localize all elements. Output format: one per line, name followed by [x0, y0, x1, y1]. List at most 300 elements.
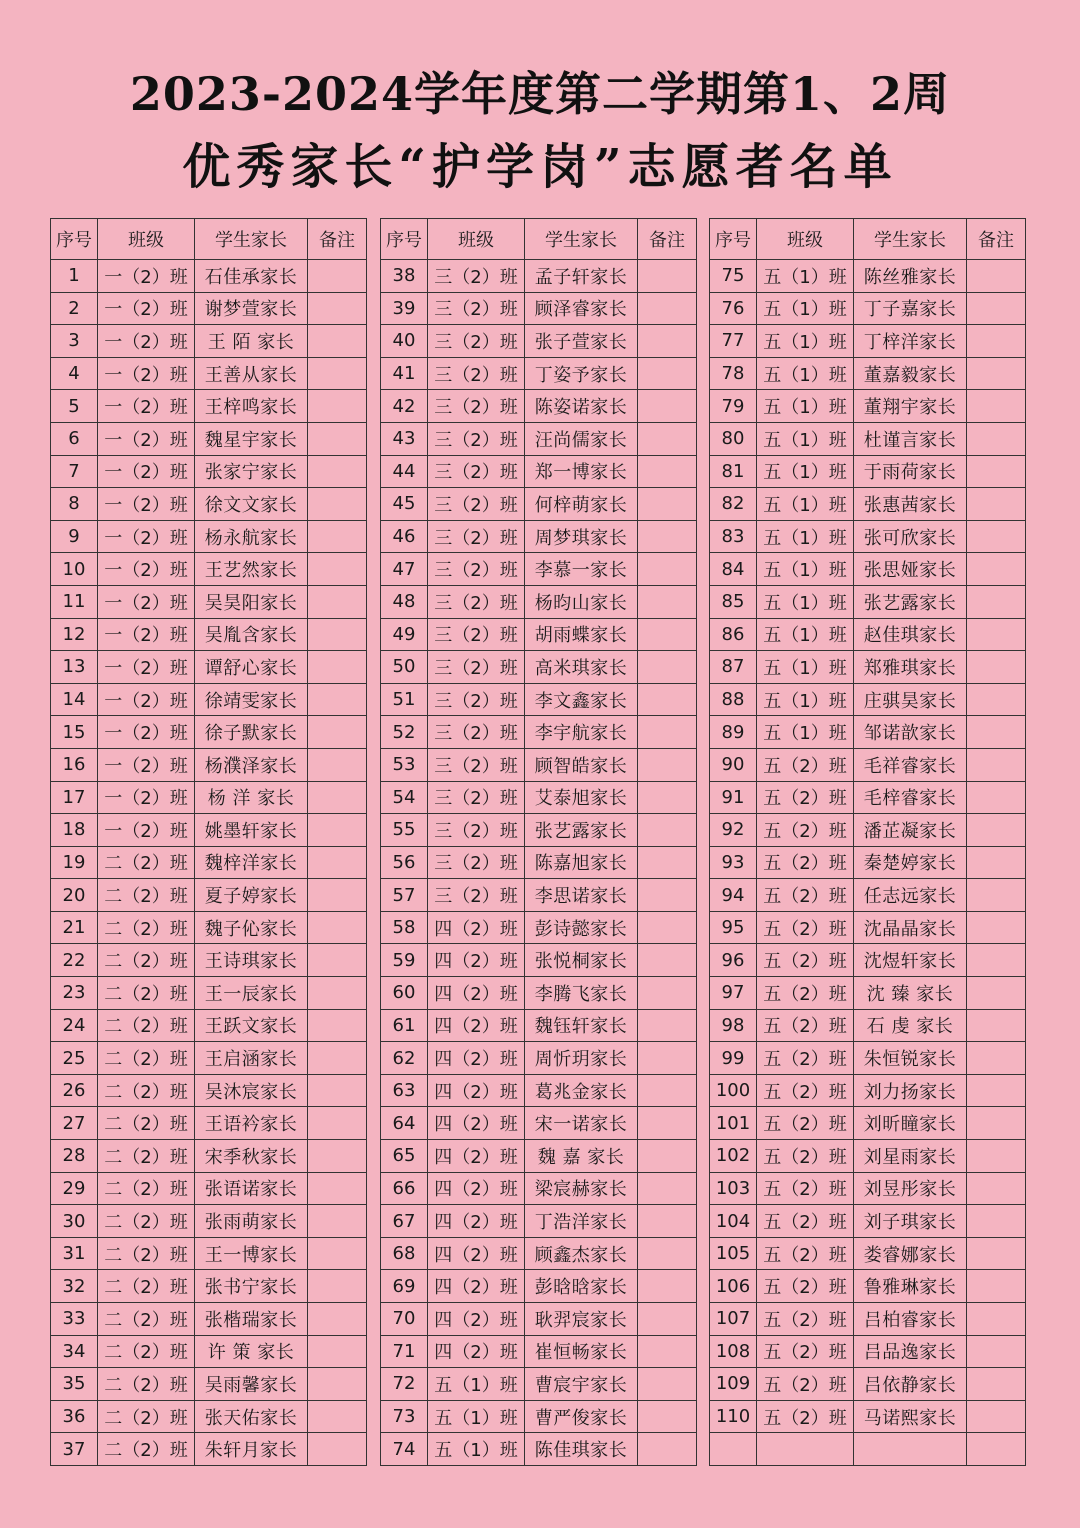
parent-name: 王一博家长: [195, 1237, 308, 1270]
class-name: 一（2）班: [98, 781, 195, 814]
parent-name: 石佳承家长: [195, 260, 308, 293]
header-parent: 学生家长: [195, 219, 308, 260]
table-row: [710, 716, 1026, 749]
parent-name: 魏梓洋家长: [195, 846, 308, 879]
note-cell: [638, 748, 697, 781]
parent-name: 王语衿家长: [195, 1107, 308, 1140]
table-row: [51, 748, 367, 781]
note-cell: [308, 977, 367, 1010]
table-row: [381, 292, 697, 325]
parent-name: 毛梓睿家长: [854, 781, 967, 814]
row-number: 9: [51, 520, 98, 553]
header-note: 备注: [638, 219, 697, 260]
class-name: 二（2）班: [98, 1172, 195, 1205]
table-row: [710, 1107, 1026, 1140]
parent-name: 陈姿诺家长: [525, 390, 638, 423]
note-cell: [967, 846, 1026, 879]
parent-name: 何梓萌家长: [525, 488, 638, 521]
class-name: 二（2）班: [98, 944, 195, 977]
note-cell: [308, 1107, 367, 1140]
row-number: 82: [710, 488, 757, 521]
note-cell: [638, 390, 697, 423]
note-cell: [308, 1042, 367, 1075]
class-name: 五（2）班: [757, 1172, 854, 1205]
note-cell: [308, 520, 367, 553]
row-number: 57: [381, 879, 428, 912]
note-cell: [967, 422, 1026, 455]
row-number: 87: [710, 651, 757, 684]
row-number: 7: [51, 455, 98, 488]
class-name: 一（2）班: [98, 683, 195, 716]
table-row: [51, 683, 367, 716]
table-row: [51, 1205, 367, 1238]
row-number: 13: [51, 651, 98, 684]
row-number: 69: [381, 1270, 428, 1303]
note-cell: [308, 618, 367, 651]
parent-name: 胡雨蝶家长: [525, 618, 638, 651]
note-cell: [638, 1042, 697, 1075]
parent-name: 姚墨轩家长: [195, 814, 308, 847]
roster-table-1: [50, 218, 367, 1466]
row-number: 62: [381, 1042, 428, 1075]
header-note: 备注: [308, 219, 367, 260]
parent-name: 陈嘉旭家长: [525, 846, 638, 879]
class-name: 五（2）班: [757, 944, 854, 977]
row-number: 66: [381, 1172, 428, 1205]
note-cell: [967, 814, 1026, 847]
parent-name: 崔恒畅家长: [525, 1335, 638, 1368]
row-number: 71: [381, 1335, 428, 1368]
parent-name: 刘昱彤家长: [854, 1172, 967, 1205]
class-name: 四（2）班: [428, 911, 525, 944]
class-name: 四（2）班: [428, 944, 525, 977]
parent-name: 王 陌 家长: [195, 325, 308, 358]
class-name: 三（2）班: [428, 683, 525, 716]
note-cell: [308, 1400, 367, 1433]
table-row: [51, 325, 367, 358]
table-row: [710, 1400, 1026, 1433]
header-no: 序号: [710, 219, 757, 260]
table-row: [51, 422, 367, 455]
note-cell: [308, 1074, 367, 1107]
row-number: 14: [51, 683, 98, 716]
class-name: 五（1）班: [757, 716, 854, 749]
note-cell: [967, 977, 1026, 1010]
table-header-row: [51, 219, 367, 260]
row-number: 101: [710, 1107, 757, 1140]
class-name: 二（2）班: [98, 879, 195, 912]
class-name: 四（2）班: [428, 1107, 525, 1140]
table-row: [381, 1140, 697, 1173]
parent-name: 庄骐昊家长: [854, 683, 967, 716]
row-number: 17: [51, 781, 98, 814]
table-row: [710, 651, 1026, 684]
class-name: 二（2）班: [98, 1140, 195, 1173]
parent-name: 顾智皓家长: [525, 748, 638, 781]
table-row: [51, 553, 367, 586]
class-name: 五（2）班: [757, 911, 854, 944]
note-cell: [308, 553, 367, 586]
class-name: 五（2）班: [757, 1009, 854, 1042]
note-cell: [967, 1140, 1026, 1173]
note-cell: [638, 814, 697, 847]
note-cell: [638, 357, 697, 390]
table-row: [381, 977, 697, 1010]
note-cell: [638, 455, 697, 488]
note-cell: [308, 879, 367, 912]
row-number: 61: [381, 1009, 428, 1042]
class-name: 五（1）班: [428, 1400, 525, 1433]
table-row: [381, 1205, 697, 1238]
note-cell: [967, 553, 1026, 586]
row-number: 68: [381, 1237, 428, 1270]
class-name: 一（2）班: [98, 390, 195, 423]
note-cell: [638, 1074, 697, 1107]
parent-name: 周忻玥家长: [525, 1042, 638, 1075]
table-row: [381, 1303, 697, 1336]
parent-name: 顾鑫杰家长: [525, 1237, 638, 1270]
note-cell: [638, 618, 697, 651]
note-cell: [308, 1205, 367, 1238]
class-name: 五（2）班: [757, 1237, 854, 1270]
class-name: 五（1）班: [757, 553, 854, 586]
row-number: 47: [381, 553, 428, 586]
class-name: [757, 1433, 854, 1466]
parent-name: 魏子伈家长: [195, 911, 308, 944]
row-number: 8: [51, 488, 98, 521]
parent-name: 陈佳琪家长: [525, 1433, 638, 1466]
table-row: [51, 390, 367, 423]
class-name: 三（2）班: [428, 618, 525, 651]
class-name: 一（2）班: [98, 260, 195, 293]
table-row: [51, 1303, 367, 1336]
table-row: [51, 977, 367, 1010]
row-number: 81: [710, 455, 757, 488]
row-number: 42: [381, 390, 428, 423]
row-number: 40: [381, 325, 428, 358]
row-number: 38: [381, 260, 428, 293]
row-number: 35: [51, 1368, 98, 1401]
row-number: 65: [381, 1140, 428, 1173]
table-row: [51, 1368, 367, 1401]
note-cell: [967, 585, 1026, 618]
class-name: 三（2）班: [428, 585, 525, 618]
note-cell: [638, 651, 697, 684]
note-cell: [308, 944, 367, 977]
row-number: 76: [710, 292, 757, 325]
class-name: 五（1）班: [428, 1433, 525, 1466]
table-row: [710, 781, 1026, 814]
class-name: 五（2）班: [757, 1140, 854, 1173]
class-name: 三（2）班: [428, 748, 525, 781]
parent-name: 曹严俊家长: [525, 1400, 638, 1433]
row-number: 28: [51, 1140, 98, 1173]
table-row: [51, 1140, 367, 1173]
parent-name: 彭诗懿家长: [525, 911, 638, 944]
row-number: 39: [381, 292, 428, 325]
parent-name: 吴昊阳家长: [195, 585, 308, 618]
row-number: 12: [51, 618, 98, 651]
class-name: 四（2）班: [428, 1237, 525, 1270]
note-cell: [967, 488, 1026, 521]
note-cell: [638, 1368, 697, 1401]
header-note: 备注: [967, 219, 1026, 260]
parent-name: 杜谨言家长: [854, 422, 967, 455]
parent-name: 谢梦萱家长: [195, 292, 308, 325]
table-row: [381, 911, 697, 944]
class-name: 五（2）班: [757, 1400, 854, 1433]
parent-name: 葛兆金家长: [525, 1074, 638, 1107]
note-cell: [308, 1368, 367, 1401]
note-cell: [967, 618, 1026, 651]
note-cell: [638, 944, 697, 977]
class-name: 五（2）班: [757, 977, 854, 1010]
row-number: 25: [51, 1042, 98, 1075]
row-number: 85: [710, 585, 757, 618]
parent-name: 王艺然家长: [195, 553, 308, 586]
note-cell: [308, 1009, 367, 1042]
parent-name: 秦楚婷家长: [854, 846, 967, 879]
class-name: 四（2）班: [428, 1270, 525, 1303]
table-row: [710, 846, 1026, 879]
row-number: 109: [710, 1368, 757, 1401]
table-row: [381, 260, 697, 293]
table-row: [710, 748, 1026, 781]
row-number: 43: [381, 422, 428, 455]
table-row: [710, 260, 1026, 293]
table-row: [51, 1074, 367, 1107]
row-number: 98: [710, 1009, 757, 1042]
parent-name: [854, 1433, 967, 1466]
row-number: 83: [710, 520, 757, 553]
table-row: [51, 455, 367, 488]
note-cell: [638, 292, 697, 325]
row-number: 72: [381, 1368, 428, 1401]
row-number: 41: [381, 357, 428, 390]
class-name: 五（1）班: [757, 683, 854, 716]
parent-name: 杨濮泽家长: [195, 748, 308, 781]
table-row: [51, 846, 367, 879]
class-name: 五（2）班: [757, 1107, 854, 1140]
class-name: 五（1）班: [757, 488, 854, 521]
class-name: 二（2）班: [98, 1042, 195, 1075]
parent-name: 魏星宇家长: [195, 422, 308, 455]
note-cell: [967, 1270, 1026, 1303]
table-row: [381, 553, 697, 586]
note-cell: [967, 1205, 1026, 1238]
parent-name: 吕依静家长: [854, 1368, 967, 1401]
row-number: 96: [710, 944, 757, 977]
parent-name: 宋季秋家长: [195, 1140, 308, 1173]
note-cell: [967, 1237, 1026, 1270]
parent-name: 吕柏睿家长: [854, 1303, 967, 1336]
row-number: 49: [381, 618, 428, 651]
header-parent: 学生家长: [525, 219, 638, 260]
note-cell: [638, 1335, 697, 1368]
class-name: 二（2）班: [98, 1270, 195, 1303]
parent-name: 王诗琪家长: [195, 944, 308, 977]
table-row: [381, 1009, 697, 1042]
class-name: 三（2）班: [428, 488, 525, 521]
parent-name: 张子萱家长: [525, 325, 638, 358]
class-name: 三（2）班: [428, 716, 525, 749]
class-name: 五（2）班: [757, 1270, 854, 1303]
row-number: 103: [710, 1172, 757, 1205]
note-cell: [308, 716, 367, 749]
class-name: 四（2）班: [428, 1303, 525, 1336]
row-number: 16: [51, 748, 98, 781]
class-name: 五（2）班: [757, 1303, 854, 1336]
class-name: 五（1）班: [757, 651, 854, 684]
class-name: 二（2）班: [98, 1368, 195, 1401]
parent-name: 张天佑家长: [195, 1400, 308, 1433]
row-number: 51: [381, 683, 428, 716]
table-row: [710, 977, 1026, 1010]
row-number: 94: [710, 879, 757, 912]
parent-name: 李文鑫家长: [525, 683, 638, 716]
parent-name: 张思娅家长: [854, 553, 967, 586]
class-name: 五（2）班: [757, 748, 854, 781]
note-cell: [967, 1433, 1026, 1466]
parent-name: 娄睿娜家长: [854, 1237, 967, 1270]
note-cell: [967, 1368, 1026, 1401]
note-cell: [638, 716, 697, 749]
parent-name: 杨昀山家长: [525, 585, 638, 618]
note-cell: [967, 716, 1026, 749]
parent-name: 董嘉毅家长: [854, 357, 967, 390]
parent-name: 马诺熙家长: [854, 1400, 967, 1433]
note-cell: [967, 1172, 1026, 1205]
class-name: 三（2）班: [428, 292, 525, 325]
table-row: [51, 1042, 367, 1075]
row-number: 36: [51, 1400, 98, 1433]
table-row: [381, 814, 697, 847]
parent-name: 刘昕瞳家长: [854, 1107, 967, 1140]
note-cell: [638, 1237, 697, 1270]
note-cell: [308, 455, 367, 488]
row-number: 37: [51, 1433, 98, 1466]
row-number: 55: [381, 814, 428, 847]
roster-table-3: [709, 218, 1026, 1466]
parent-name: 王启涵家长: [195, 1042, 308, 1075]
parent-name: 王善从家长: [195, 357, 308, 390]
row-number: 105: [710, 1237, 757, 1270]
table-header-row: [710, 219, 1026, 260]
row-number: [710, 1433, 757, 1466]
title-line-1: 2023-2024学年度第二学期第1、2周: [129, 67, 951, 121]
note-cell: [967, 1074, 1026, 1107]
parent-name: 丁梓洋家长: [854, 325, 967, 358]
row-number: 15: [51, 716, 98, 749]
header-class: 班级: [98, 219, 195, 260]
row-number: 33: [51, 1303, 98, 1336]
parent-name: 邹诺歆家长: [854, 716, 967, 749]
row-number: 56: [381, 846, 428, 879]
class-name: 三（2）班: [428, 879, 525, 912]
note-cell: [308, 1270, 367, 1303]
table-row: [710, 292, 1026, 325]
note-cell: [308, 488, 367, 521]
parent-name: 顾泽睿家长: [525, 292, 638, 325]
note-cell: [967, 1303, 1026, 1336]
row-number: 27: [51, 1107, 98, 1140]
parent-name: 赵佳琪家长: [854, 618, 967, 651]
class-name: 一（2）班: [98, 618, 195, 651]
note-cell: [967, 357, 1026, 390]
note-cell: [967, 455, 1026, 488]
table-row: [381, 1433, 697, 1466]
note-cell: [967, 1335, 1026, 1368]
note-cell: [967, 325, 1026, 358]
row-number: 108: [710, 1335, 757, 1368]
table-row: [381, 716, 697, 749]
parent-name: 陈丝雅家长: [854, 260, 967, 293]
row-number: 60: [381, 977, 428, 1010]
class-name: 一（2）班: [98, 520, 195, 553]
parent-name: 曹宸宇家长: [525, 1368, 638, 1401]
class-name: 五（1）班: [757, 260, 854, 293]
class-name: 一（2）班: [98, 325, 195, 358]
class-name: 四（2）班: [428, 1042, 525, 1075]
row-number: 53: [381, 748, 428, 781]
note-cell: [308, 422, 367, 455]
note-cell: [308, 585, 367, 618]
note-cell: [638, 1270, 697, 1303]
class-name: 二（2）班: [98, 1074, 195, 1107]
class-name: 四（2）班: [428, 977, 525, 1010]
table-row: [381, 357, 697, 390]
row-number: 70: [381, 1303, 428, 1336]
parent-name: 潘芷凝家长: [854, 814, 967, 847]
row-number: 80: [710, 422, 757, 455]
note-cell: [638, 1303, 697, 1336]
note-cell: [967, 781, 1026, 814]
row-number: 45: [381, 488, 428, 521]
parent-name: 丁浩洋家长: [525, 1205, 638, 1238]
note-cell: [638, 260, 697, 293]
row-number: 91: [710, 781, 757, 814]
table-row: [381, 390, 697, 423]
class-name: 四（2）班: [428, 1140, 525, 1173]
row-number: 50: [381, 651, 428, 684]
class-name: 二（2）班: [98, 1400, 195, 1433]
row-number: 99: [710, 1042, 757, 1075]
row-number: 92: [710, 814, 757, 847]
class-name: 一（2）班: [98, 292, 195, 325]
header-no: 序号: [381, 219, 428, 260]
table-row: [381, 1368, 697, 1401]
row-number: 78: [710, 357, 757, 390]
table-row: [710, 1433, 1026, 1466]
row-number: 77: [710, 325, 757, 358]
parent-name: 吴胤含家长: [195, 618, 308, 651]
row-number: 106: [710, 1270, 757, 1303]
table-row: [710, 618, 1026, 651]
class-name: 二（2）班: [98, 977, 195, 1010]
class-name: 三（2）班: [428, 651, 525, 684]
note-cell: [638, 1009, 697, 1042]
table-row: [710, 683, 1026, 716]
note-cell: [638, 1107, 697, 1140]
parent-name: 张悦桐家长: [525, 944, 638, 977]
row-number: 30: [51, 1205, 98, 1238]
class-name: 一（2）班: [98, 814, 195, 847]
parent-name: 张艺露家长: [854, 585, 967, 618]
note-cell: [638, 911, 697, 944]
row-number: 22: [51, 944, 98, 977]
table-row: [51, 1400, 367, 1433]
row-number: 1: [51, 260, 98, 293]
